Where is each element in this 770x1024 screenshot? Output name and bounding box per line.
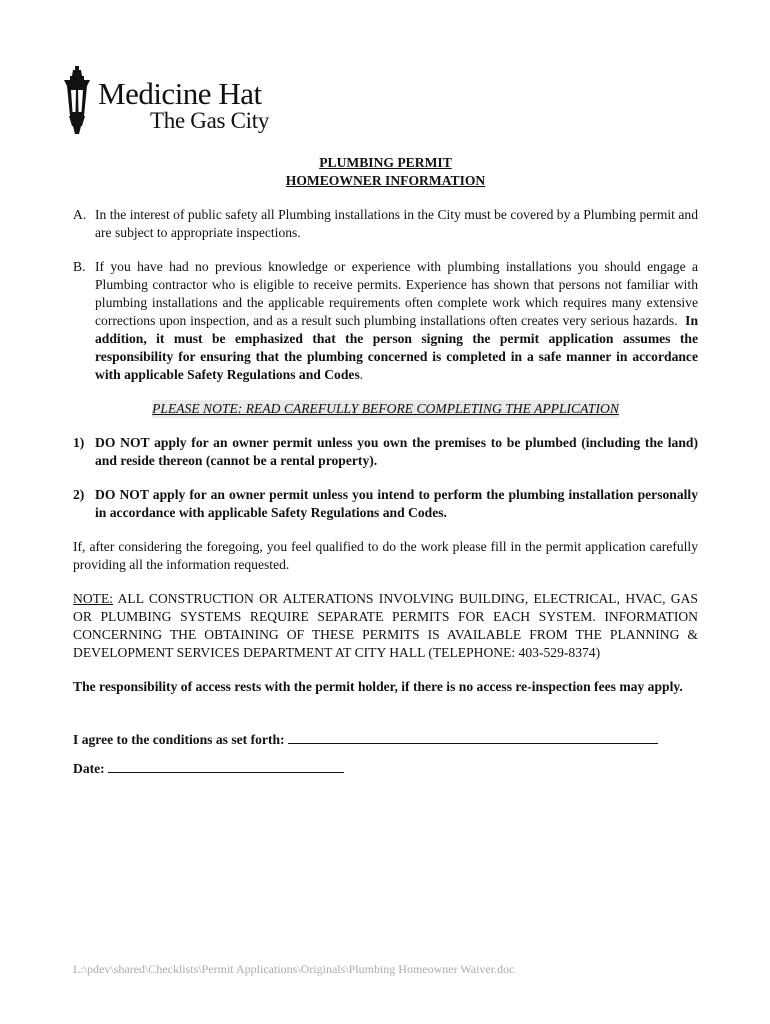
please-note-heading: PLEASE NOTE: READ CAREFULLY BEFORE COMPLETING THE APPLICATION bbox=[152, 401, 619, 416]
city-logo bbox=[60, 64, 290, 144]
agree-row bbox=[73, 730, 698, 749]
note-text: ALL CONSTRUCTION OR ALTERATIONS INVOLVING BUILDING, ELECTRICAL, HVAC, GAS OR PLUMBING SYSTEMS REQUIRE SEPARATE PERMITS FOR EACH SYSTEM. INFORMATION CONCERNING THE OBTAINING OF THESE PERMITS IS AVAILABLE FROM THE PLANNING & DEVELOPMENT SERVICES DEPARTMENT AT CITY HALL (TELEPHONE: 403-529-8374) bbox=[73, 591, 698, 660]
paragraph-b bbox=[73, 258, 698, 384]
paragraph-a bbox=[73, 206, 698, 242]
paragraph-b-end: . bbox=[359, 367, 364, 382]
document-body bbox=[73, 154, 698, 778]
paragraph-b-text: If you have had no previous knowledge or experience with plumbing installations you should engage a Plumbing contractor who is eligible to receive permits. Experience has shown that persons not familiar with plumbing installations and the applicable requirements often complete work which requires many extensive corrections upon inspection, and as a result such plumbing installations often creates very serious hazards. bbox=[95, 259, 698, 328]
qualified-paragraph: If, after considering the foregoing, you feel qualified to do the work please fill in the permit application carefully providing all the information requested. bbox=[73, 539, 698, 572]
numbered-item-1-label: 1) bbox=[73, 435, 85, 450]
numbered-item-1 bbox=[73, 434, 698, 470]
doc-title-line2: HOMEOWNER INFORMATION bbox=[285, 173, 486, 188]
numbered-item-2-label: 2) bbox=[73, 487, 85, 502]
doc-title-line1: PLUMBING PERMIT bbox=[319, 155, 452, 170]
date-line[interactable] bbox=[108, 759, 344, 773]
note-label: NOTE: bbox=[73, 591, 114, 606]
numbered-item-2-text: DO NOT apply for an owner permit unless you intend to perform the plumbing installation personally in accordance with applicable Safety Regulations and Codes. bbox=[95, 487, 698, 520]
lamp-icon bbox=[60, 64, 94, 140]
agree-label: I agree to the conditions as set forth: bbox=[73, 732, 285, 747]
note-paragraph bbox=[73, 590, 698, 662]
access-paragraph: The responsibility of access rests with the permit holder, if there is no access re-inspection fees may apply. bbox=[73, 679, 683, 694]
logo-tagline: The Gas City bbox=[150, 108, 270, 133]
logo-name: Medicine Hat bbox=[98, 76, 262, 111]
paragraph-b-label: B. bbox=[73, 259, 86, 274]
paragraph-b-bold: In addition, it must be emphasized that the person signing the permit application assumes the responsibility for ensuring that the plumbing concerned is completed in a safe manner in accordance with applicable Safety Regulations and Codes bbox=[95, 313, 699, 382]
numbered-item-2 bbox=[73, 486, 698, 522]
date-row bbox=[73, 759, 698, 778]
numbered-item-1-text: DO NOT apply for an owner permit unless you own the premises to be plumbed (including the land) and reside thereon (cannot be a rental property). bbox=[95, 435, 698, 468]
file-path-footer: L:\pdev\shared\Checklists\Permit Applications\Originals\Plumbing Homeowner Waiver.doc bbox=[73, 962, 515, 976]
paragraph-a-text: In the interest of public safety all Plumbing installations in the City must be covered by a Plumbing permit and are subject to appropriate inspections. bbox=[95, 207, 698, 240]
paragraph-a-label: A. bbox=[73, 207, 87, 222]
date-label: Date: bbox=[73, 761, 105, 776]
signature-line[interactable] bbox=[288, 730, 658, 744]
